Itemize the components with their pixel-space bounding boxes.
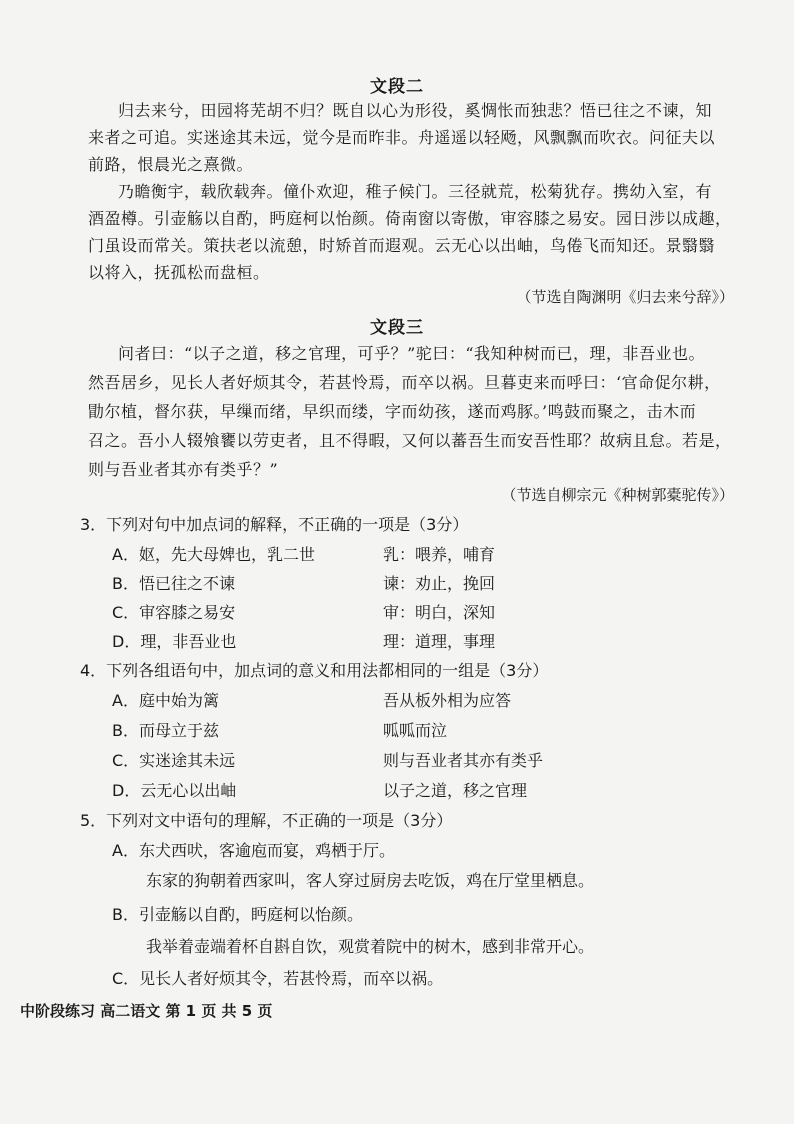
passage3-line: 勖尔植，督尔获，早缫而绪，早织而缕，字而幼孩，遂而鸡豚。’鸣鼓而聚之，击木而 — [88, 402, 697, 421]
question-5-option-c: C．见长人者好烦其令，若甚怜焉，而卒以祸。 — [112, 969, 444, 988]
question-4-pair-c: 则与吾业者其亦有类乎 — [383, 751, 544, 770]
passage2-source: （节选自陶渊明《归去来兮辞》） — [516, 288, 734, 306]
passage3-line: 召之。吾小人辍飧饔以劳吏者，且不得暇，又何以蕃吾生而安吾性耶？故病且怠。若是， — [88, 431, 732, 450]
question-5-option-a: A．东犬西吠，客逾庖而宴，鸡栖于厅。 — [112, 841, 395, 860]
question-5-option-b: B．引壶觞以自酌，眄庭柯以怡颜。 — [112, 905, 363, 924]
question-3-gloss-c: 审：明白，深知 — [383, 603, 496, 622]
question-4-option-c: C．实迷途其未远 — [112, 751, 236, 770]
question-3-option-b: B．悟已往之不谏 — [112, 574, 235, 593]
passage2-line: 乃瞻衡宇，载欣载奔。僮仆欢迎，稚子候门。三径就荒，松菊犹存。携幼入室，有 — [118, 182, 713, 201]
passage2-line: 门虽设而常关。策扶老以流憩，时矫首而遐观。云无心以出岫，鸟倦飞而知还。景翳翳 — [88, 236, 716, 255]
question-4-pair-d: 以子之道，移之官理 — [383, 781, 528, 800]
passage2-line: 酒盈樽。引壶觞以自酌，眄庭柯以怡颜。倚南窗以寄傲，审容膝之易安。园日涉以成趣， — [88, 209, 732, 228]
question-3-option-c: C．审容膝之易安 — [112, 603, 236, 622]
question-4-option-b: B．而母立于兹 — [112, 721, 219, 740]
passage2-line: 以将入，抚孤松而盘桓。 — [88, 263, 270, 282]
page-footer: 中阶段练习 高二语文 第 1 页 共 5 页 — [20, 1002, 273, 1020]
passage2-line: 来者之可追。实迷途其未远，觉今是而昨非。舟遥遥以轻飏，风飘飘而吹衣。问征夫以 — [88, 128, 716, 147]
passage3-line: 则与吾业者其亦有类乎？” — [88, 460, 279, 479]
passage3-line: 然吾居乡，见长人者好烦其令，若甚怜焉，而卒以祸。旦暮吏来而呼曰：‘官命促尔耕， — [88, 373, 721, 392]
question-3-option-a: A．妪，先大母婢也，乳二世 — [112, 545, 315, 564]
question-5-stem: 5．下列对文中语句的理解，不正确的一项是（3分） — [80, 811, 453, 830]
passage2-line: 归去来兮，田园将芜胡不归？既自以心为形役，奚惆怅而独悲？悟已往之不谏，知 — [118, 101, 713, 120]
question-5-explanation-a: 东家的狗朝着西家叫，客人穿过厨房去吃饭，鸡在厅堂里栖息。 — [146, 871, 595, 890]
question-4-option-a: A．庭中始为篱 — [112, 691, 219, 710]
passage2-title: 文段二 — [370, 77, 424, 97]
question-5-explanation-b: 我举着壶端着杯自斟自饮，观赏着院中的树木，感到非常开心。 — [146, 937, 595, 956]
question-3-gloss-a: 乳：喂养，哺育 — [383, 545, 496, 564]
question-3-option-d: D．理，非吾业也 — [112, 632, 237, 651]
question-3-gloss-d: 理：道理，事理 — [383, 632, 496, 651]
question-3-gloss-b: 谏：劝止，挽回 — [383, 574, 496, 593]
passage3-source: （节选自柳宗元《种树郭橐驼传》） — [501, 486, 734, 504]
question-4-stem: 4．下列各组语句中，加点词的意义和用法都相同的一组是（3分） — [80, 661, 549, 680]
question-3-stem: 3．下列对句中加点词的解释，不正确的一项是（3分） — [80, 515, 469, 534]
passage2-line: 前路，恨晨光之熹微。 — [88, 155, 254, 174]
question-4-pair-a: 吾从板外相为应答 — [383, 691, 512, 710]
question-4-pair-b: 呱呱而泣 — [383, 721, 448, 740]
question-4-option-d: D．云无心以出岫 — [112, 781, 237, 800]
passage3-title: 文段三 — [370, 318, 424, 338]
passage3-line: 问者曰：“以子之道，移之官理，可乎？”驼曰：“我知种树而已，理，非吾业也。 — [118, 344, 706, 363]
